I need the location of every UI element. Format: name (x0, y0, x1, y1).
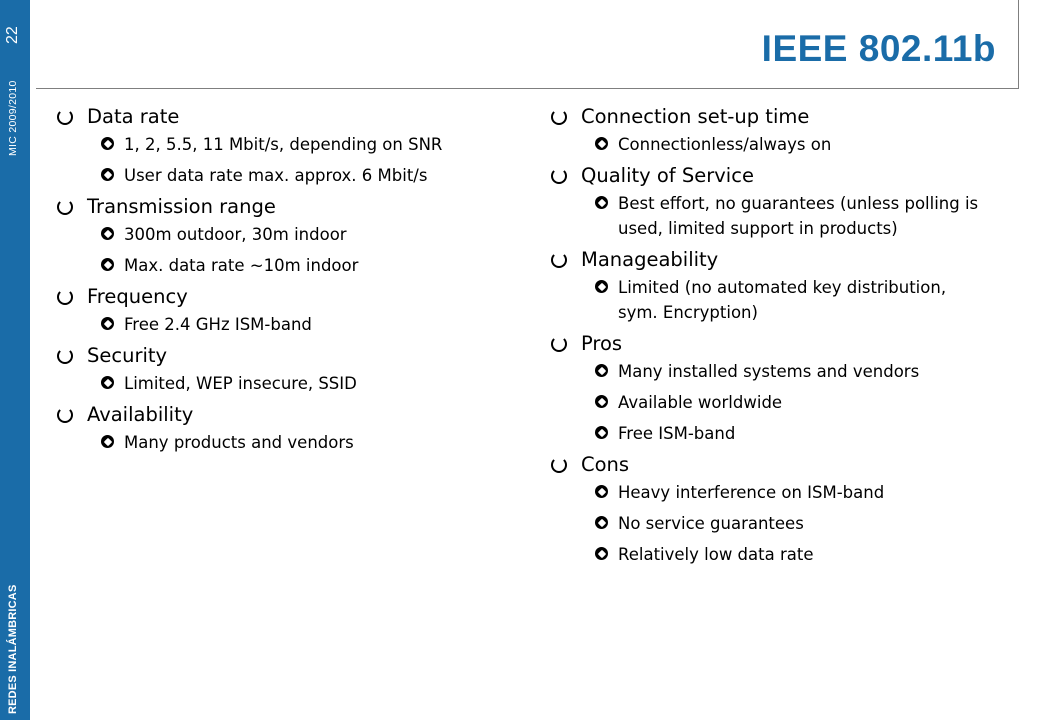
diamond-bullet-icon (595, 196, 608, 209)
left-bullet-list (56, 104, 516, 455)
sub-bullet-item (595, 421, 990, 446)
bullet-arc-icon (57, 109, 73, 125)
sub-bullet-text: Heavy interference on ISM-band (618, 483, 885, 502)
bullet-item (56, 284, 516, 310)
sub-bullet-list (595, 132, 990, 157)
bullet-item (550, 452, 990, 478)
diamond-bullet-icon (595, 280, 608, 293)
bullet-label: Data rate (87, 105, 180, 128)
bullet-item (550, 331, 990, 357)
bullet-item (56, 343, 516, 369)
sub-bullet-item (101, 312, 516, 337)
course-label: MIC 2009/2010 (7, 80, 19, 156)
footer-label: REDES INALÁMBRICAS (7, 584, 19, 714)
bullet-label: Cons (581, 453, 630, 476)
sub-bullet-item (595, 359, 990, 384)
slide-number: 22 (4, 26, 21, 44)
diamond-bullet-icon (101, 168, 114, 181)
bullet-item (56, 402, 516, 428)
sub-bullet-text: Best effort, no guarantees (unless polling is used, limited support in products) (618, 194, 979, 238)
bullet-label: Security (87, 344, 168, 367)
bullet-arc-icon (57, 407, 73, 423)
sub-bullet-text: 300m outdoor, 30m indoor (124, 225, 347, 244)
diamond-bullet-icon (101, 227, 114, 240)
diamond-bullet-icon (595, 137, 608, 150)
sub-bullet-list (101, 222, 516, 278)
sub-bullet-text: Many installed systems and vendors (618, 362, 920, 381)
bullet-label: Availability (87, 403, 194, 426)
bullet-item (550, 163, 990, 189)
sub-bullet-text: User data rate max. approx. 6 Mbit/s (124, 166, 428, 185)
diamond-bullet-icon (101, 258, 114, 271)
diamond-bullet-icon (595, 426, 608, 439)
diamond-bullet-icon (595, 364, 608, 377)
sub-bullet-item (595, 390, 990, 415)
right-bullet-list (550, 104, 990, 567)
title-divider-vertical (1018, 0, 1019, 89)
bullet-arc-icon (57, 199, 73, 215)
sub-bullet-list (595, 359, 990, 446)
title-divider-horizontal (36, 88, 1019, 89)
sub-bullet-list (101, 430, 516, 455)
bullet-label: Connection set-up time (581, 105, 810, 128)
right-column (550, 104, 990, 567)
sub-bullet-text: Free ISM-band (618, 424, 736, 443)
bullet-label: Quality of Service (581, 164, 754, 187)
sub-bullet-item (595, 132, 990, 157)
sub-bullet-text: Connectionless/always on (618, 135, 832, 154)
sub-bullet-text: Limited, WEP insecure, SSID (124, 374, 357, 393)
sub-bullet-item (595, 275, 990, 325)
sub-bullet-text: 1, 2, 5.5, 11 Mbit/s, depending on SNR (124, 135, 443, 154)
bullet-arc-icon (551, 457, 567, 473)
diamond-bullet-icon (595, 485, 608, 498)
sub-bullet-item (595, 511, 990, 536)
slide-title: IEEE 802.11b (761, 28, 996, 69)
bullet-arc-icon (551, 336, 567, 352)
bullet-label: Transmission range (87, 195, 276, 218)
bullet-arc-icon (57, 289, 73, 305)
diamond-bullet-icon (101, 435, 114, 448)
bullet-item (550, 247, 990, 273)
bullet-arc-icon (57, 348, 73, 364)
bullet-item (56, 194, 516, 220)
sub-bullet-item (595, 191, 990, 241)
sub-bullet-list (101, 371, 516, 396)
diamond-bullet-icon (595, 395, 608, 408)
sub-bullet-text: Available worldwide (618, 393, 783, 412)
sub-bullet-list (595, 480, 990, 567)
diamond-bullet-icon (101, 137, 114, 150)
sub-bullet-list (101, 312, 516, 337)
sub-bullet-text: Max. data rate ~10m indoor (124, 256, 359, 275)
sub-bullet-text: Relatively low data rate (618, 545, 814, 564)
bullet-item (56, 104, 516, 130)
sub-bullet-list (595, 191, 990, 241)
sub-bullet-text: Limited (no automated key distribution, sym. Encryption) (618, 278, 947, 322)
sub-bullet-text: Many products and vendors (124, 433, 354, 452)
sub-bullet-item (595, 542, 990, 567)
diamond-bullet-icon (101, 376, 114, 389)
sub-bullet-text: Free 2.4 GHz ISM-band (124, 315, 312, 334)
sidebar-bar (0, 0, 30, 720)
bullet-item (550, 104, 990, 130)
bullet-label: Pros (581, 332, 623, 355)
diamond-bullet-icon (595, 516, 608, 529)
sub-bullet-item (101, 253, 516, 278)
sub-bullet-item (101, 163, 516, 188)
diamond-bullet-icon (101, 317, 114, 330)
bullet-arc-icon (551, 109, 567, 125)
sub-bullet-item (101, 430, 516, 455)
bullet-label: Manageability (581, 248, 719, 271)
sub-bullet-item (101, 132, 516, 157)
sub-bullet-item (595, 480, 990, 505)
sub-bullet-text: No service guarantees (618, 514, 804, 533)
sub-bullet-item (101, 222, 516, 247)
bullet-arc-icon (551, 168, 567, 184)
bullet-label: Frequency (87, 285, 188, 308)
sub-bullet-list (595, 275, 990, 325)
bullet-arc-icon (551, 252, 567, 268)
sub-bullet-list (101, 132, 516, 188)
sub-bullet-item (101, 371, 516, 396)
left-column (56, 104, 516, 455)
diamond-bullet-icon (595, 547, 608, 560)
